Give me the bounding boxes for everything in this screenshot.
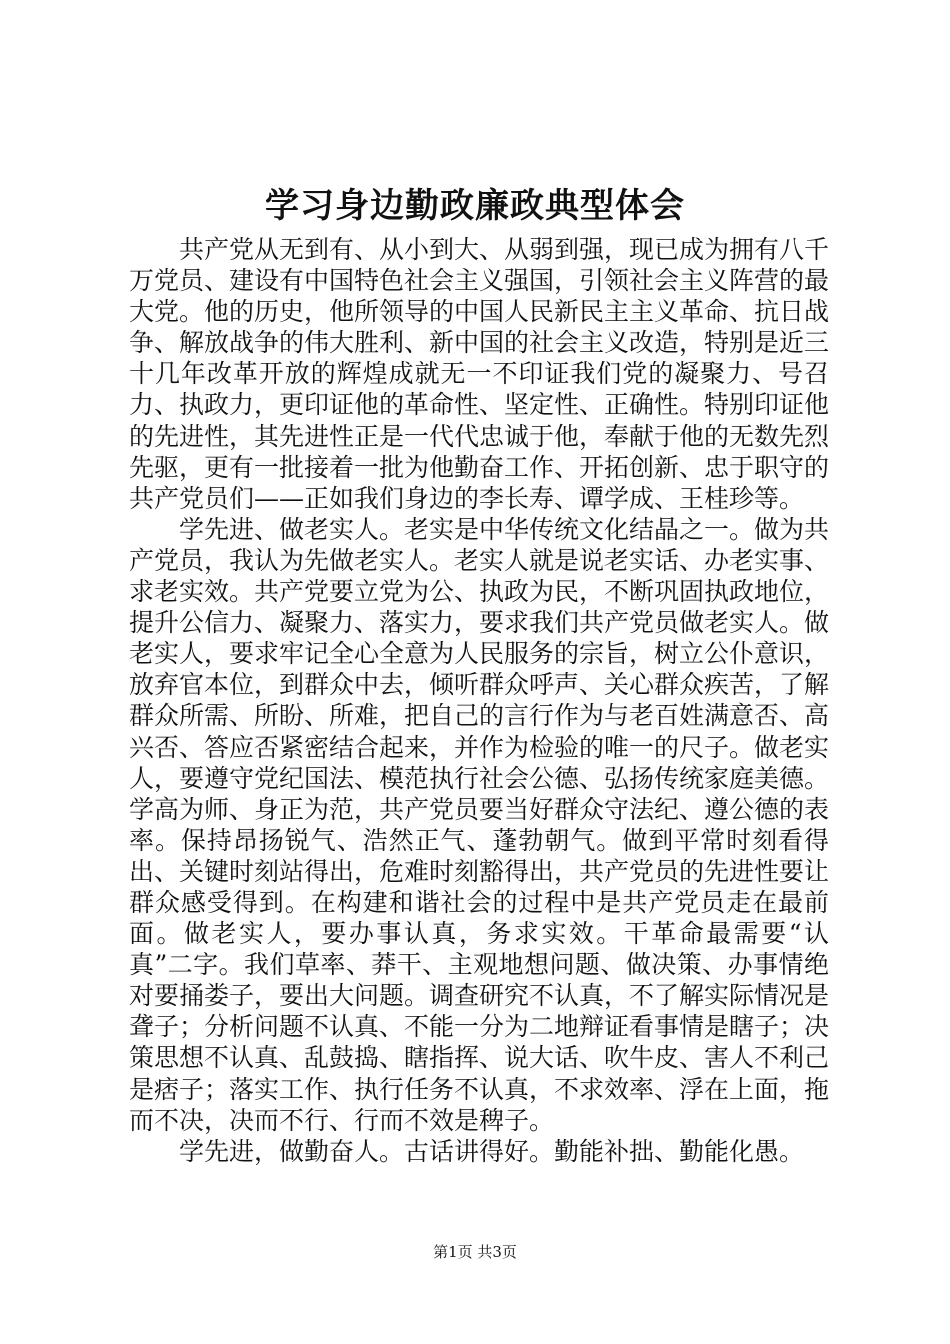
paragraph-3: 学先进，做勤奋人。古话讲得好。勤能补拙、勤能化愚。 <box>179 1136 805 1166</box>
paragraph-2: 学先进、做老实人。老实是中华传统文化结晶之一。做为共产党员，我认为先做老实人。老实人就是说老实话、办老实事、求老实效。共产党要立党为公、执政为民，不断巩固执政地位，提升公信力、凝聚力、落实力，要求我们共产党员做老实人。做老实人，要求牢记全心全意为人民服务的宗旨，树立公仆意识，放弃官本位，到群众中去，倾听群众呼声、关心群众疾苦，了解群众所需、所盼、所难，把自己的言行作为与老百姓满意否、高兴否、答应否紧密结合起来，并作为检验的唯一的尺子。做老实人，要遵守党纪国法、模范执行社会公德、弘扬传统家庭美德。学高为师、身正为范，共产党员要当好群众守法纪、遵公德的表率。保持昂扬锐气、浩然正气、蓬勃朝气。做到平常时刻看得出、关键时刻站得出，危难时刻豁得出，共产党员的先进性要让群众感受得到。在构建和谐社会的过程中是共产党员走在最前面。做老实人，要办事认真，务求实效。干革命最需要“认真”二字。我们草率、莽干、主观地想问题、做决策、办事情绝对要捅娄子，要出大问题。调查研究不认真，不了解实际情况是聋子；分析问题不认真、不能一分为二地辩证看事情是瞎子；决策思想不认真、乱鼓捣、瞎指挥、说大话、吹牛皮、害人不利己是痞子；落实工作、执行任务不认真，不求效率、浮在上面，拖而不决，决而不行、行而不效是稗子。 <box>129 514 830 1135</box>
document-body <box>129 234 829 1167</box>
document-title: 学习身边勤政廉政典型体会 <box>265 186 685 226</box>
paragraph-1: 共产党从无到有、从小到大、从弱到强，现已成为拥有八千万党员、建设有中国特色社会主义强国，引领社会主义阵营的最大党。他的历史，他所领导的中国人民新民主主义革命、抗日战争、解放战争的伟大胜利、新中国的社会主义改造，特别是近三十几年改革开放的辉煌成就无一不印证我们党的凝聚力、号召力、执政力，更印证他的革命性、坚定性、正确性。特别印证他的先进性，其先进性正是一代代忠诚于他，奉献于他的无数先烈先驱，更有一批接着一批为他勤奋工作、开拓创新、忠于职守的共产党员们——正如我们身边的李长寿、谭学成、王桂珍等。 <box>129 235 830 513</box>
page-footer: 第1页 共3页 <box>433 1243 517 1261</box>
